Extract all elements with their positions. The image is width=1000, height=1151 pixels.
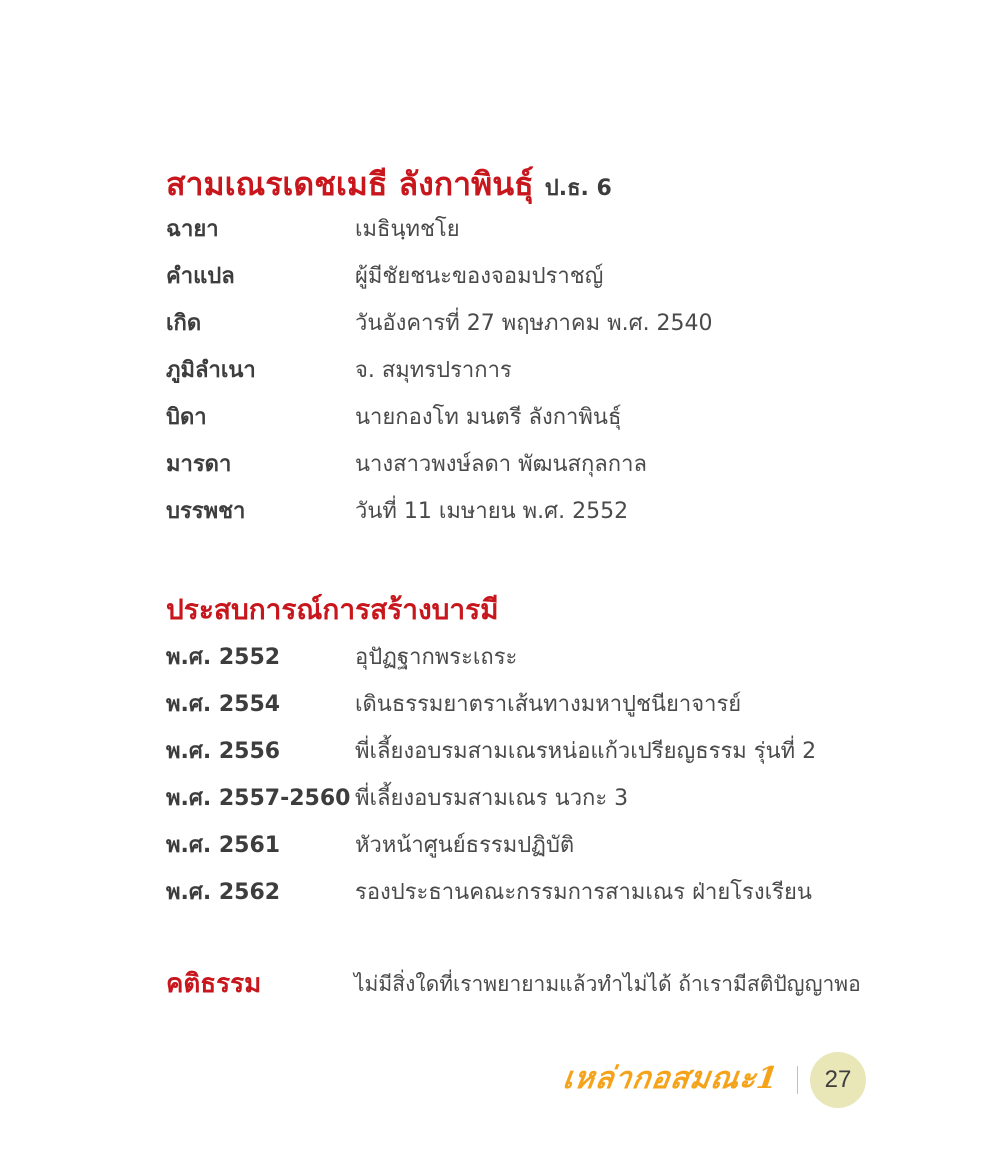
profile-name: สามเณรเดชเมธี ลังกาพินธุ์ (166, 165, 534, 203)
experience-item (166, 683, 966, 727)
experience-item (166, 871, 966, 915)
experience-item (166, 777, 966, 821)
experience-year: พ.ศ. 2556 (166, 739, 281, 764)
experience-item (166, 824, 966, 868)
experience-heading: ประสบการณ์การสร้างบารมี (166, 593, 499, 626)
field-value: นายกองโท มนตรี ลังกาพินธุ์ (355, 405, 622, 430)
field-value: นางสาวพงษ์ลดา พัฒนสกุลกาล (355, 452, 647, 477)
field-label: ภูมิลำเนา (166, 358, 256, 383)
experience-year: พ.ศ. 2561 (166, 833, 281, 858)
field-value: จ. สมุทรปราการ (355, 358, 512, 383)
page-number-badge: 27 (810, 1052, 866, 1108)
experience-text: พี่เลี้ยงอบรมสามเณร นวกะ 3 (355, 786, 629, 811)
field-row-hometown (166, 349, 966, 393)
field-value: เมธินฺทชโย (355, 217, 460, 242)
experience-text: รองประธานคณะกรรมการสามเณร ฝ่ายโรงเรียน (355, 880, 812, 905)
field-row-birth (166, 302, 966, 346)
experience-year: พ.ศ. 2554 (166, 692, 281, 717)
field-row-mother (166, 443, 966, 487)
series-logo: เหล่ากอสมณะ1 (560, 1061, 781, 1096)
field-label: คำแปล (166, 264, 235, 289)
footer-divider (797, 1066, 798, 1094)
field-row-ordination-date (166, 490, 966, 534)
field-label: มารดา (166, 452, 232, 477)
field-label: บิดา (166, 405, 207, 430)
field-label: เกิด (166, 311, 202, 336)
field-label: บรรพชา (166, 499, 246, 524)
field-row-meaning (166, 255, 966, 299)
experience-year: พ.ศ. 2557-2560 (166, 786, 351, 811)
field-row-father (166, 396, 966, 440)
experience-text: เดินธรรมยาตราเส้นทางมหาปูชนียาจารย์ (355, 692, 742, 717)
experience-year: พ.ศ. 2562 (166, 880, 281, 905)
profile-title (166, 160, 612, 213)
field-label: ฉายา (166, 217, 219, 242)
experience-text: อุปัฏฐากพระเถระ (355, 645, 518, 670)
motto-label: คติธรรม (166, 969, 262, 999)
field-row-ordination-name (166, 208, 966, 252)
experience-text: พี่เลี้ยงอบรมสามเณรหน่อแก้วเปรียญธรรม รุ่นที่ 2 (355, 739, 817, 764)
experience-text: หัวหน้าศูนย์ธรรมปฏิบัติ (355, 833, 575, 858)
motto-text: ไม่มีสิ่งใดที่เราพยายามแล้วทำไม่ได้ ถ้าเรามีสติปัญญาพอ (354, 972, 861, 996)
profile-rank: ป.ธ. 6 (544, 176, 612, 201)
field-value: ผู้มีชัยชนะของจอมปราชญ์ (355, 264, 604, 289)
experience-year: พ.ศ. 2552 (166, 645, 281, 670)
field-value: วันอังคารที่ 27 พฤษภาคม พ.ศ. 2540 (355, 311, 713, 336)
experience-item (166, 730, 966, 774)
field-value: วันที่ 11 เมษายน พ.ศ. 2552 (355, 499, 629, 524)
experience-item (166, 636, 966, 680)
